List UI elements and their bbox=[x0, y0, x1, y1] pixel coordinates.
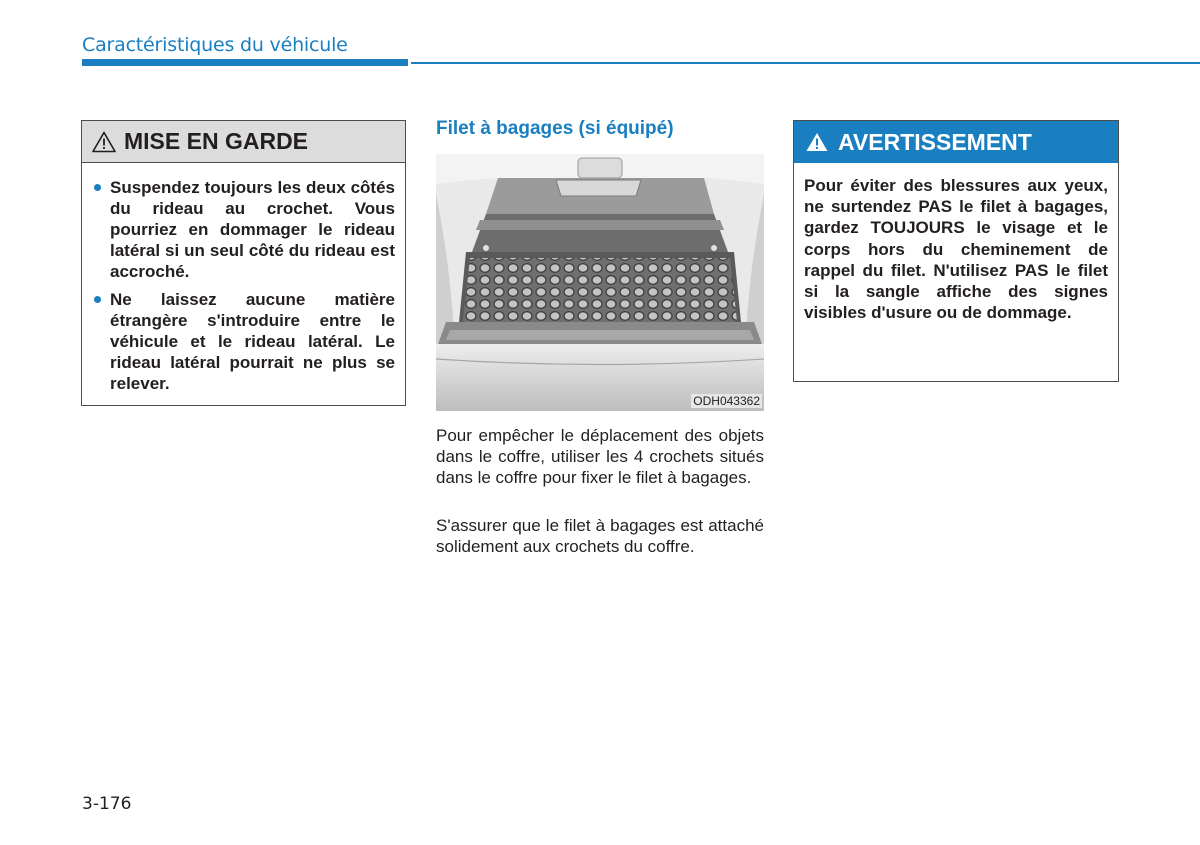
warning-header bbox=[794, 121, 1118, 163]
body-paragraph: S'assurer que le filet à bagages est attaché solidement aux crochets du coffre. bbox=[436, 516, 764, 556]
warning-box bbox=[793, 120, 1119, 382]
warning-triangle-filled-icon bbox=[806, 132, 828, 152]
caution-title: MISE EN GARDE bbox=[124, 128, 309, 154]
list-item bbox=[94, 289, 395, 394]
body-paragraph: Pour empêcher le déplacement des objets dans le coffre, utiliser les 4 crochets situés dans le coffre pour fixer le filet à bagages. bbox=[436, 426, 764, 487]
trunk-illustration bbox=[436, 154, 764, 411]
list-item bbox=[94, 177, 395, 282]
page-number: 3-176 bbox=[82, 794, 132, 814]
warning-triangle-outline-icon bbox=[92, 131, 116, 153]
section-title: Filet à bagages (si équipé) bbox=[436, 118, 674, 139]
caution-header bbox=[82, 121, 405, 163]
page-header-title: Caractéristiques du véhicule bbox=[82, 34, 348, 56]
header-rule-thin bbox=[411, 62, 1200, 64]
caution-item-text: Suspendez toujours les deux côtés du rideau au crochet. Vous pourriez en dommager le rideau latéral si un seul côté du rideau est accroché. bbox=[110, 178, 395, 281]
caution-list bbox=[82, 163, 405, 394]
warning-text: Pour éviter des blessures aux yeux, ne surtendez PAS le filet à bagages, gardez TOUJOURS le visage et le corps hors du cheminement de rappel du filet. N'utilisez PAS le filet si la sangle affiche des signes visibles d'usure ou de dommage. bbox=[804, 176, 1108, 323]
bullet-icon bbox=[94, 296, 101, 303]
caution-box bbox=[81, 120, 406, 406]
image-reference-code: ODH043362 bbox=[693, 394, 760, 408]
caution-item-text: Ne laissez aucune matière étrangère s'introduire entre le véhicule et le rideau latéral. Le rideau latéral pourrait ne plus se relever. bbox=[110, 290, 395, 393]
warning-title: AVERTISSEMENT bbox=[838, 128, 1032, 155]
header-rule-thick bbox=[82, 59, 408, 66]
trunk-cargo-net-photo bbox=[436, 154, 764, 411]
bullet-icon bbox=[94, 184, 101, 191]
